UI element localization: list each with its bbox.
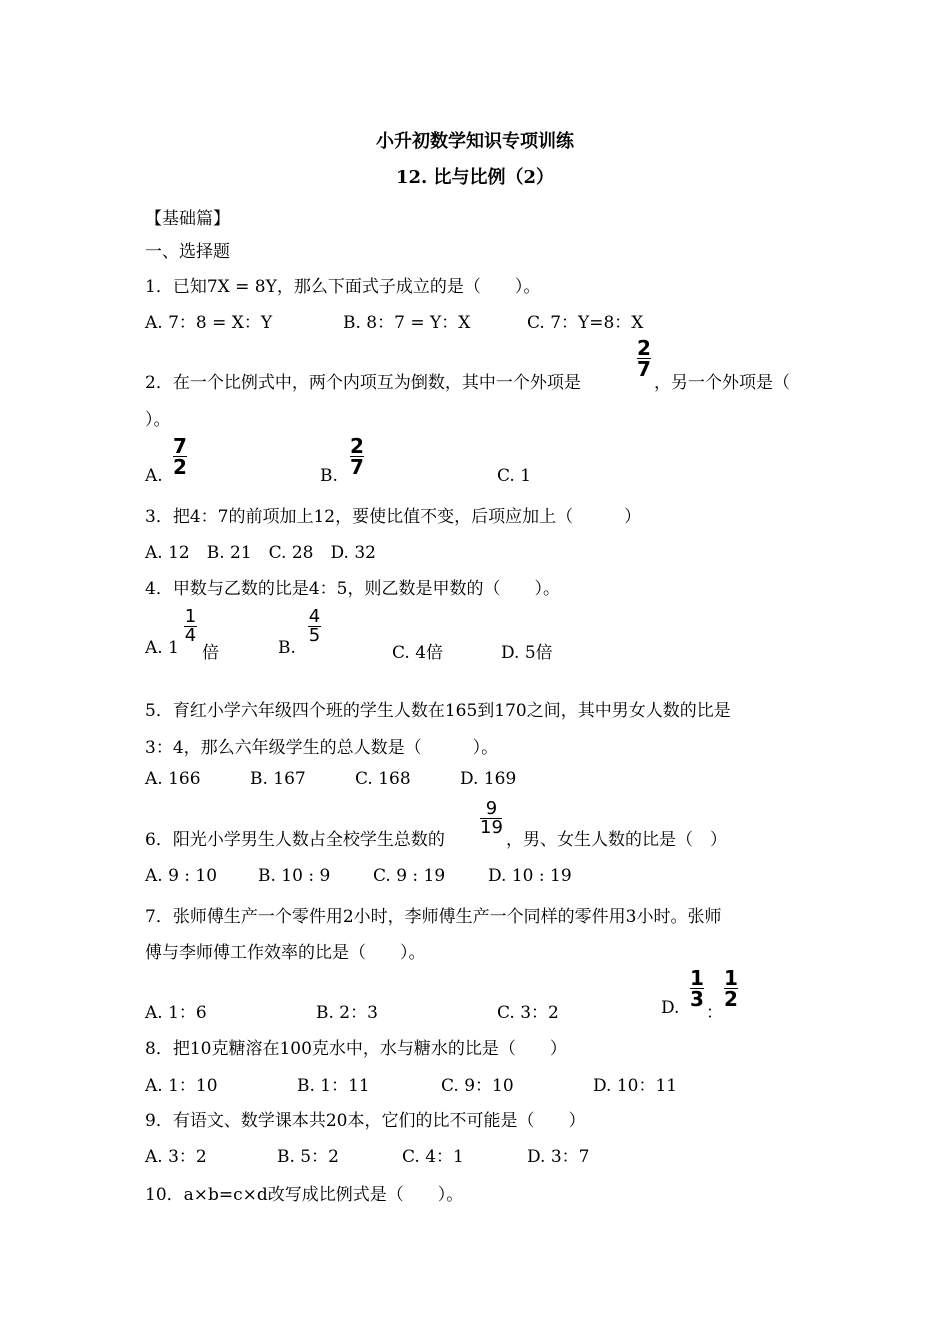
question-4-stem: 4．甲数与乙数的比是4：5，则乙数是甲数的（ ）。 (145, 579, 560, 599)
question-2-fraction (637, 338, 651, 379)
question-7-option-a: A. 1：6 (145, 1003, 207, 1023)
question-2-option-c: C. 1 (497, 466, 532, 486)
question-8-option-b: B. 1：11 (297, 1076, 370, 1096)
part-heading: 一、选择题 (145, 242, 230, 262)
question-2-stem-start: 2．在一个比例式中，两个内项互为倒数，其中一个外项是 (145, 373, 581, 393)
question-2-option-b-fraction (350, 436, 364, 477)
question-7-option-d: D. (661, 998, 680, 1018)
question-9-option-b: B. 5：2 (277, 1147, 339, 1167)
question-6-stem-start: 6．阳光小学男生人数占全校学生总数的 (145, 830, 445, 850)
question-2-option-a-fraction (173, 436, 187, 477)
fraction-denominator: 19 (480, 817, 503, 838)
fraction-denominator: 7 (637, 357, 651, 381)
question-2-stem-end: ，另一个外项是（ (654, 373, 790, 393)
fraction-numerator: 1 (724, 966, 738, 990)
fraction-numerator: 4 (308, 606, 321, 627)
question-1-option-c: C. 7：Y=8：X (527, 313, 644, 333)
question-4-option-b: B. (278, 638, 296, 658)
question-5-stem-cont: 3：4，那么六年级学生的总人数是（ ）。 (145, 738, 499, 758)
question-6-option-a: A. 9 : 10 (145, 866, 218, 886)
fraction-denominator: 3 (690, 987, 704, 1011)
fraction-numerator: 2 (350, 434, 364, 458)
question-7-option-d-colon: ： (706, 1003, 723, 1023)
page-subtitle: 12. 比与比例（2） (395, 167, 555, 188)
question-9-option-d: D. 3：7 (527, 1147, 590, 1167)
question-1-option-b: B. 8：7 = Y：X (343, 313, 471, 333)
fraction-denominator: 5 (308, 625, 321, 646)
fraction-numerator: 1 (184, 606, 197, 627)
question-2-stem-cont: ）。 (145, 410, 171, 430)
question-4-option-d: D. 5倍 (501, 643, 553, 663)
page-title: 小升初数学知识专项训练 (376, 131, 574, 152)
question-6-stem-end: ，男、女生人数的比是（ ） (506, 830, 727, 850)
question-4-option-b-fraction (308, 608, 321, 645)
question-7-option-d-fraction-1 (690, 968, 704, 1009)
fraction-numerator: 9 (485, 798, 498, 819)
question-3-stem: 3．把4：7的前项加上12，要使比值不变，后项应加上（ ） (145, 507, 642, 527)
fraction-denominator: 4 (184, 625, 197, 646)
question-7-option-c: C. 3：2 (497, 1003, 559, 1023)
question-9-option-a: A. 3：2 (145, 1147, 207, 1167)
question-7-option-b: B. 2：3 (316, 1003, 378, 1023)
question-1-stem: 1．已知7X = 8Y，那么下面式子成立的是（ ）。 (145, 277, 541, 297)
question-6-option-d: D. 10 : 19 (488, 866, 572, 886)
question-2-option-b: B. (320, 466, 338, 486)
fraction-denominator: 2 (724, 987, 738, 1011)
fraction-numerator: 7 (173, 434, 187, 458)
question-4-option-a: A. 1 (145, 638, 179, 658)
question-4-option-a-unit: 倍 (202, 643, 219, 663)
question-4-option-c: C. 4倍 (392, 643, 444, 663)
question-6-option-c: C. 9 : 19 (373, 866, 446, 886)
fraction-numerator: 1 (690, 966, 704, 990)
question-5-option-c: C. 168 (355, 769, 411, 789)
question-5-option-a: A. 166 (145, 769, 201, 789)
question-9-option-c: C. 4：1 (402, 1147, 464, 1167)
question-7-stem-cont: 傅与李师傅工作效率的比是（ ）。 (145, 943, 426, 963)
question-8-stem: 8．把10克糖溶在100克水中，水与糖水的比是（ ） (145, 1039, 567, 1059)
question-8-option-c: C. 9：10 (441, 1076, 514, 1096)
question-4-option-a-fraction (184, 608, 197, 645)
question-8-option-d: D. 10：11 (593, 1076, 678, 1096)
question-3-options: A. 12 B. 21 C. 28 D. 32 (145, 543, 376, 563)
question-6-fraction (480, 800, 503, 837)
question-10-stem: 10．a×b=c×d改写成比例式是（ ）。 (145, 1185, 464, 1205)
question-6-option-b: B. 10 : 9 (258, 866, 331, 886)
question-2-option-a: A. (145, 466, 163, 486)
question-8-option-a: A. 1：10 (145, 1076, 218, 1096)
question-9-stem: 9．有语文、数学课本共20本，它们的比不可能是（ ） (145, 1111, 586, 1131)
question-5-option-b: B. 167 (250, 769, 306, 789)
section-heading: 【基础篇】 (145, 209, 230, 229)
fraction-denominator: 2 (173, 455, 187, 479)
question-7-stem: 7．张师傅生产一个零件用2小时，李师傅生产一个同样的零件用3小时。张师 (145, 907, 722, 927)
question-7-option-d-fraction-2 (724, 968, 738, 1009)
question-5-stem: 5．育红小学六年级四个班的学生人数在165到170之间，其中男女人数的比是 (145, 701, 731, 721)
fraction-numerator: 2 (637, 336, 651, 360)
fraction-denominator: 7 (350, 455, 364, 479)
question-5-option-d: D. 169 (460, 769, 517, 789)
question-1-option-a: A. 7：8 = X：Y (145, 313, 273, 333)
